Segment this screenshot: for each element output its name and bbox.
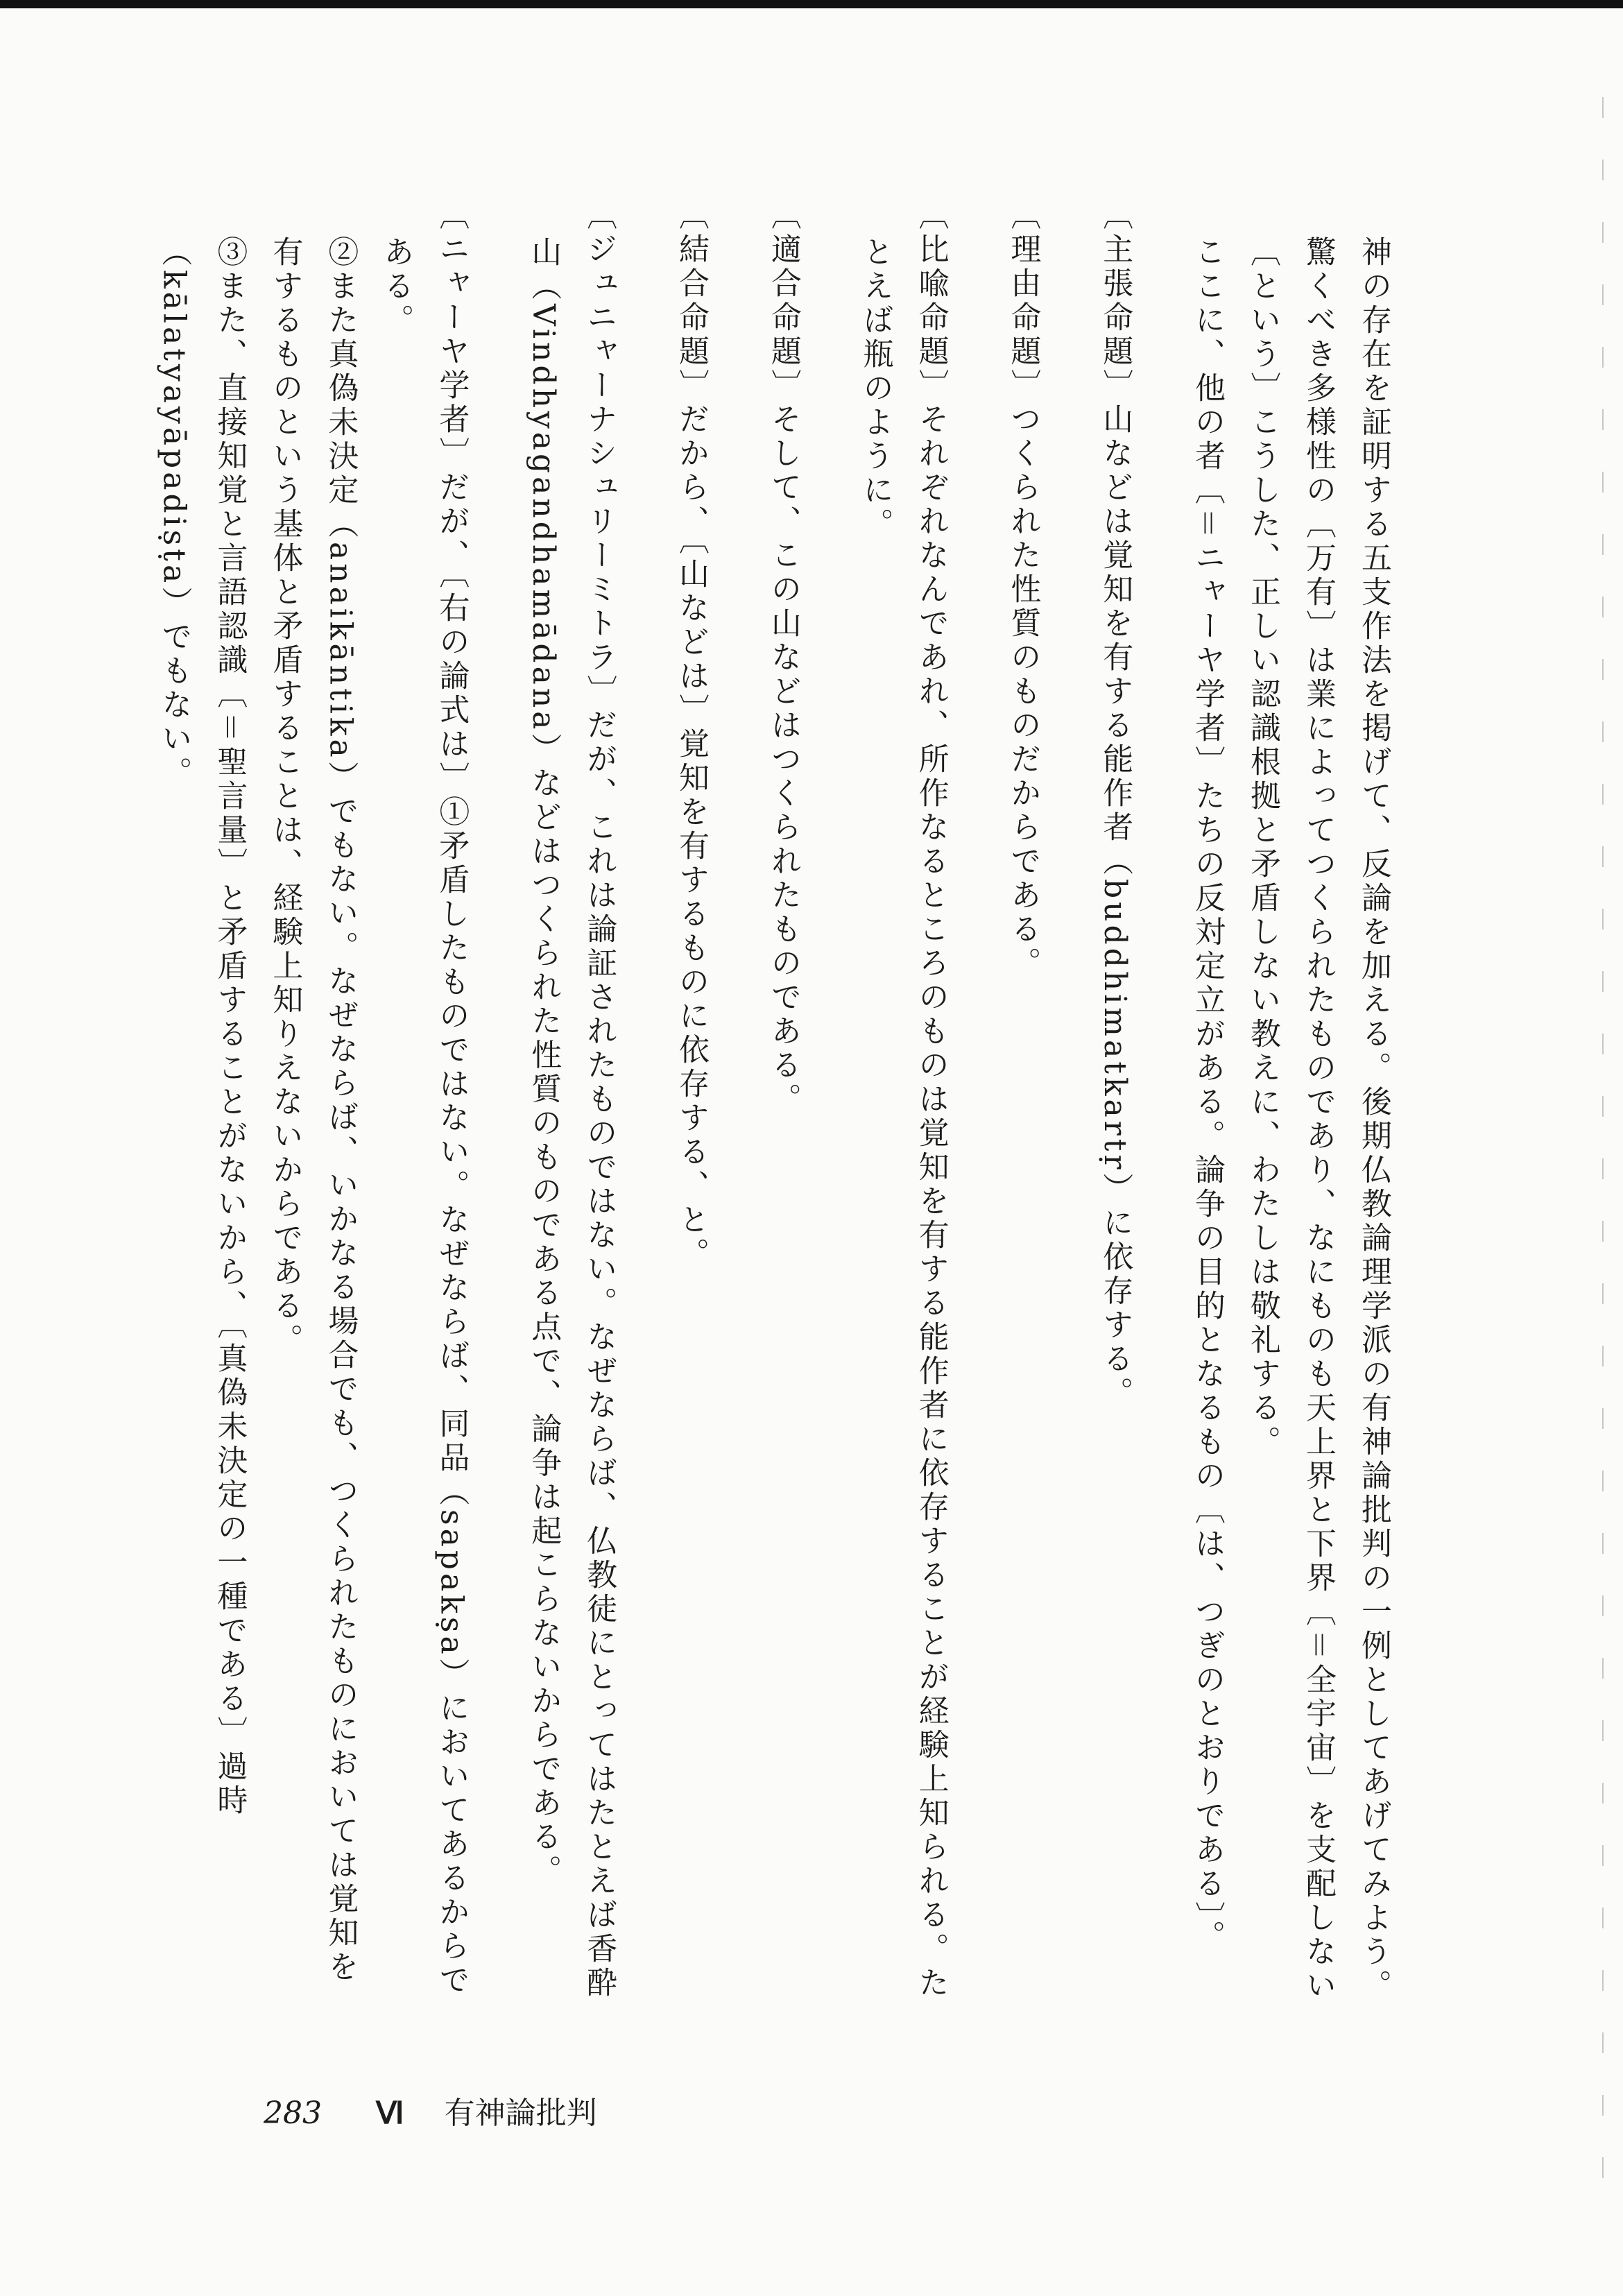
example-proposition: 〔比喩命題〕それぞれなんであれ、所作なるところのものは覚知を有する能作者に依存することが経験上知られる。たとえば瓶のように。 [857,199,949,2001]
conclusion-proposition: 〔結合命題〕だから、〔山などは〕覚知を有するものに依存する、と。 [673,199,710,1272]
point-three: ③また、直接知覚と言語認識〔＝聖言量〕と矛盾することがないから、〔真偽未決定の一種である〕過時（kālatyayāpadiṣṭa）でもない。 [156,236,248,1818]
homage-verse: 驚くべき多様性の〔万有〕は業によってつくられたものであり、なにものも天上界と下界〔＝全宇宙〕を支配しない〔という〕こうした、正しい認識根拠と矛盾しない教えに、わたしは敬礼する。 [1245,236,1336,2003]
running-footer [264,2088,597,2132]
opponent-thesis-intro: ここに、他の者〔＝ニャーヤ学者〕たちの反対定立がある。論争の目的となるもの〔は、つぎのとおりである〕。 [1190,236,1225,1954]
scan-right-edge-marks [1602,97,1604,2178]
vertical-text-body [156,199,1401,2012]
thesis-proposition: 〔主張命題〕山などは覚知を有する能作者（buddhimatkartṛ）に依存する。 [1097,199,1133,1411]
scan-top-border [0,0,1623,8]
nyaya-rejoinder: 〔ニャーヤ学者〕だが、〔右の論式は〕①矛盾したものではない。なぜならば、同品（sapakṣa）においてあるからである。 [378,199,470,1998]
reason-proposition: 〔理由命題〕つくられた性質のものだからである。 [1005,199,1041,982]
point-two: ②また真偽未決定（anaikāntika）でもない。なぜならば、いかなる場合でも、つくられたものにおいては覚知を有するものという基体と矛盾することは、経験上知りえないからである。 [267,236,359,1985]
jnanasrimitra-reply: 〔ジュニャーナシュリーミトラ〕だが、これは論証されたものではない。なぜならば、仏教徒にとってはたとえば香酔山（Vindhyagandhamādana）などはつくられた性質のものである点で、論争は起こらないからである。 [526,199,617,2001]
application-proposition: 〔適合命題〕そして、この山などはつくられたものである。 [765,199,801,1117]
intro-paragraph: 神の存在を証明する五支作法を掲げて、反論を加える。後期仏教論理学派の有神論批判の一例としてあげてみよう。 [1356,236,1391,2003]
chapter-title: 有神論批判 [444,2096,597,2131]
chapter-numeral: Ⅵ [375,2096,404,2130]
page-number: 283 [264,2096,322,2131]
